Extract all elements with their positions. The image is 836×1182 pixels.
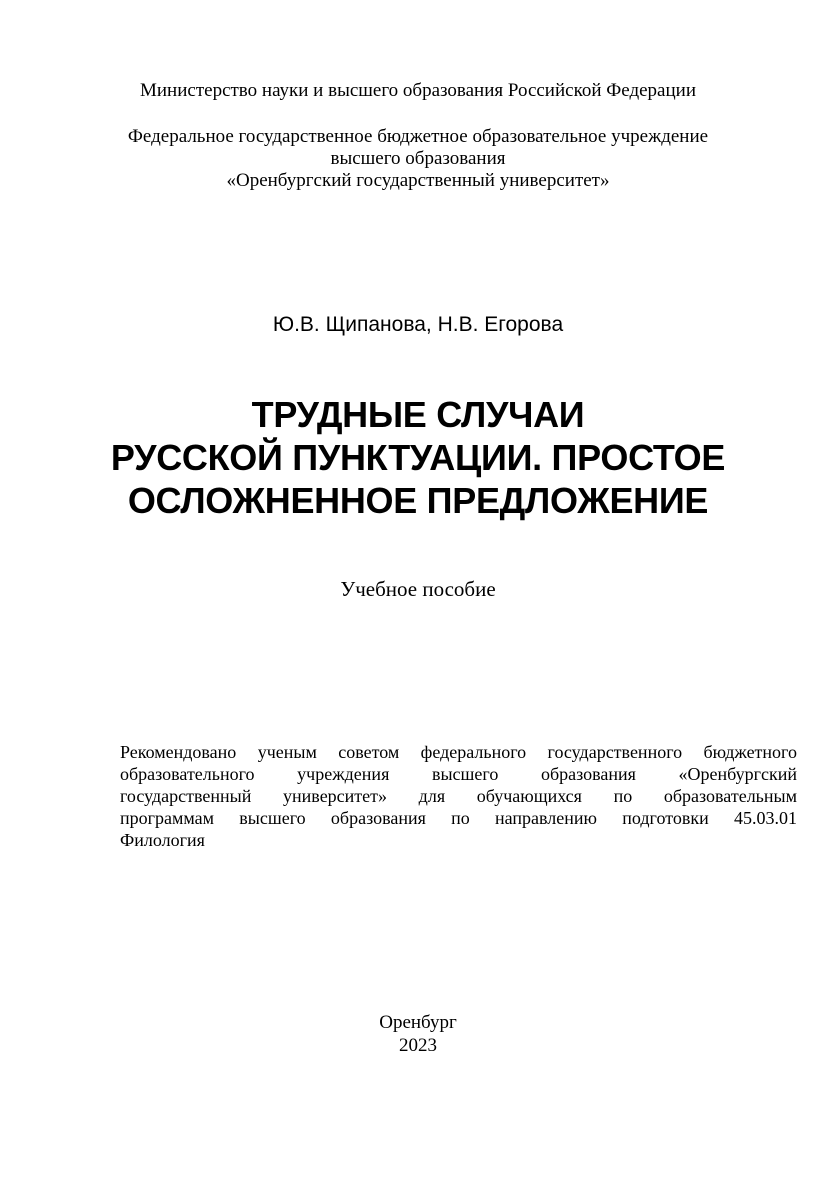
institution-block bbox=[0, 126, 836, 192]
recommendation-line: государственный университет» для обучающихся по образовательным bbox=[120, 786, 797, 806]
institution-line: Федеральное государственное бюджетное образовательное учреждение bbox=[127, 126, 709, 147]
ministry-name: Министерство науки и высшего образования Российской Федерации bbox=[140, 80, 696, 101]
document-type: Учебное пособие bbox=[340, 577, 496, 601]
book-title bbox=[0, 393, 836, 522]
recommendation-text bbox=[120, 741, 797, 851]
authors: Ю.В. Щипанова, Н.В. Егорова bbox=[272, 313, 564, 336]
title-line: ОСЛОЖНЕННОЕ ПРЕДЛОЖЕНИЕ bbox=[127, 480, 709, 521]
institution-line: «Оренбургский государственный университет» bbox=[226, 170, 610, 191]
title-line: РУССКОЙ ПУНКТУАЦИИ. ПРОСТОЕ bbox=[110, 437, 726, 478]
recommendation-line: Рекомендовано ученым советом федерального государственного бюджетного bbox=[120, 742, 797, 762]
city: Оренбург bbox=[379, 1012, 457, 1033]
recommendation-line: образовательного учреждения высшего образования «Оренбургский bbox=[120, 764, 797, 784]
recommendation-line: программам высшего образования по направлению подготовки 45.03.01 bbox=[120, 808, 797, 828]
recommendation-line: Филология bbox=[120, 830, 205, 850]
year: 2023 bbox=[399, 1035, 437, 1056]
imprint bbox=[0, 1012, 836, 1058]
title-line: ТРУДНЫЕ СЛУЧАИ bbox=[251, 394, 585, 435]
institution-line: высшего образования bbox=[330, 148, 506, 169]
